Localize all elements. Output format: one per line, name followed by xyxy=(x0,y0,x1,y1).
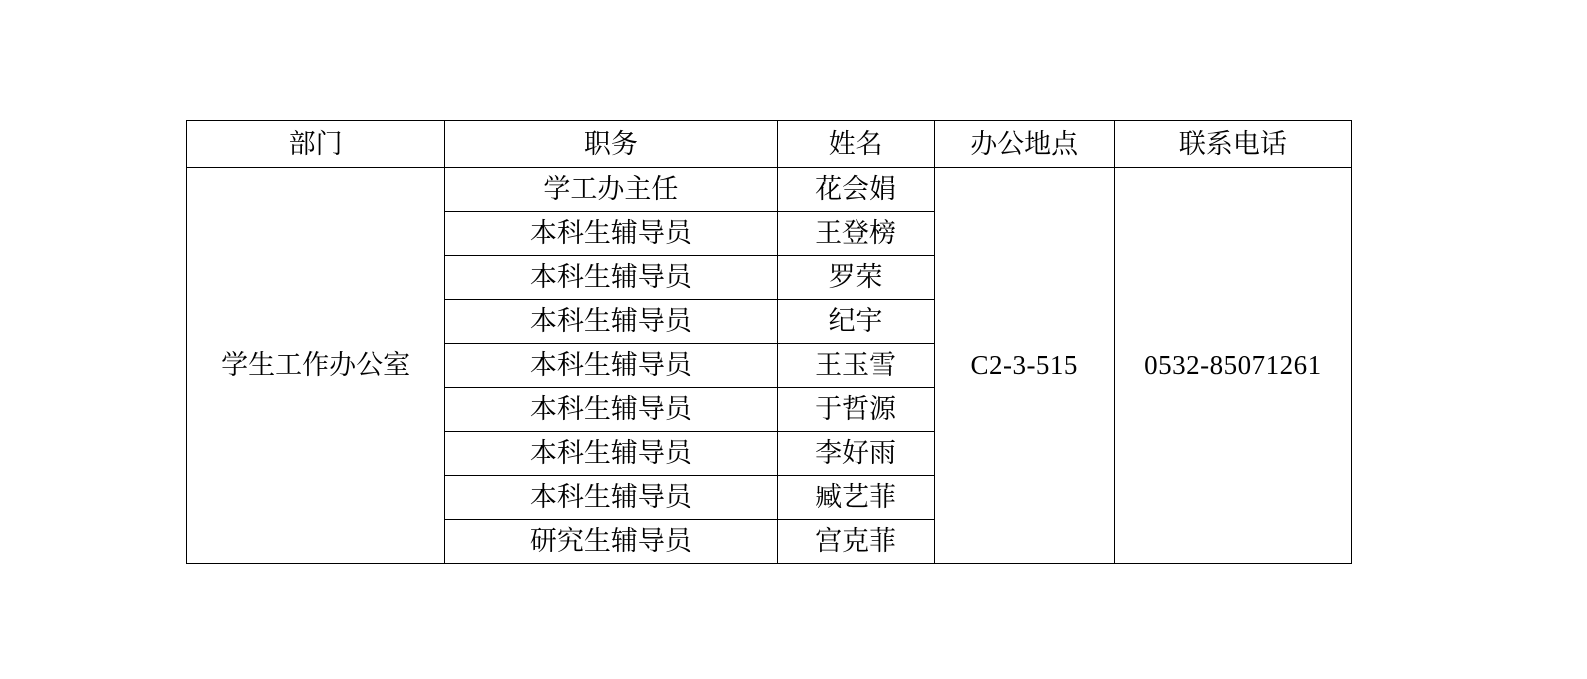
title-cell: 本科生辅导员 xyxy=(445,432,777,476)
table-header xyxy=(187,121,1352,168)
column-header-department: 部门 xyxy=(187,121,445,168)
title-cell: 本科生辅导员 xyxy=(445,388,777,432)
title-cell: 本科生辅导员 xyxy=(445,212,777,256)
name-cell: 王登榜 xyxy=(777,212,934,256)
table-header-row xyxy=(187,121,1352,168)
office-cell: C2-3-515 xyxy=(934,168,1114,564)
title-cell: 学工办主任 xyxy=(445,168,777,212)
title-cell: 本科生辅导员 xyxy=(445,344,777,388)
column-header-name: 姓名 xyxy=(777,121,934,168)
phone-cell: 0532-85071261 xyxy=(1114,168,1351,564)
name-cell: 花会娟 xyxy=(777,168,934,212)
name-cell: 臧艺菲 xyxy=(777,476,934,520)
column-header-office: 办公地点 xyxy=(934,121,1114,168)
name-cell: 宫克菲 xyxy=(777,520,934,564)
title-cell: 本科生辅导员 xyxy=(445,300,777,344)
name-cell: 于哲源 xyxy=(777,388,934,432)
column-header-phone: 联系电话 xyxy=(1114,121,1351,168)
title-cell: 本科生辅导员 xyxy=(445,256,777,300)
title-cell: 研究生辅导员 xyxy=(445,520,777,564)
name-cell: 王玉雪 xyxy=(777,344,934,388)
name-cell: 李好雨 xyxy=(777,432,934,476)
name-cell: 罗荣 xyxy=(777,256,934,300)
column-header-title: 职务 xyxy=(445,121,777,168)
table-body xyxy=(187,168,1352,564)
title-cell: 本科生辅导员 xyxy=(445,476,777,520)
contact-table xyxy=(186,120,1352,564)
table-row xyxy=(187,168,1352,212)
contact-table-container xyxy=(186,120,1352,564)
department-cell: 学生工作办公室 xyxy=(187,168,445,564)
name-cell: 纪宇 xyxy=(777,300,934,344)
